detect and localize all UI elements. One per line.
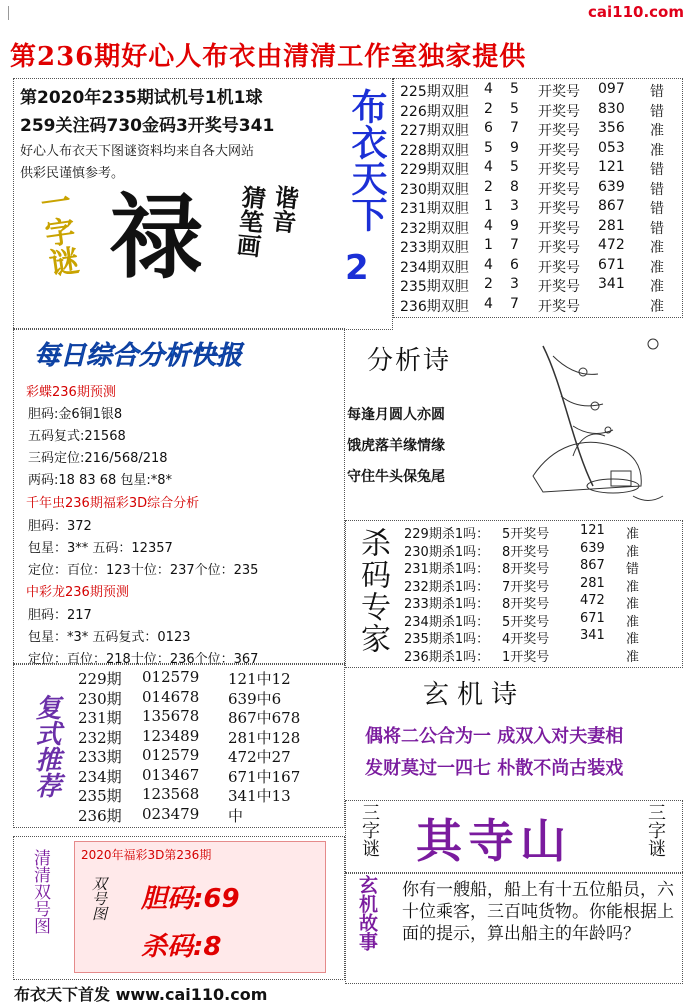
result-period: 228期双胆 — [400, 142, 469, 159]
result-a: 1 — [484, 237, 493, 253]
mystery-story-panel — [345, 872, 683, 984]
poem-line-1: 每逢月圆人亦圆 — [347, 407, 445, 423]
result-status: 错 — [650, 162, 664, 178]
compound-p: 232期 — [78, 728, 122, 747]
result-num: 472 — [598, 237, 625, 253]
mystery-story-text: 你有一艘船，船上有十五位船员，六十位乘客，三百吨货物。你能根据上面的提示，算出船主的年龄吗？ — [402, 880, 674, 944]
double-number-card — [74, 841, 326, 973]
kill-code: 杀码:8 — [141, 932, 222, 962]
section-1-line-4: 两码:18 83 68 包星:*8* — [28, 473, 173, 488]
result-period: 226期双胆 — [400, 103, 469, 120]
result-label: 开奖号 — [538, 220, 580, 237]
kill-code-n: 8开奖号 — [502, 544, 550, 560]
kill-code-s: 准 — [626, 527, 640, 542]
section-1-line-1: 胆码:金6铜1银8 — [28, 407, 123, 422]
compound-p: 231期 — [78, 709, 122, 727]
page-title: 第236期好心人布衣由清清工作室独家提供 — [10, 42, 527, 72]
result-period: 233期双胆 — [400, 240, 469, 256]
section-3-line-1: 胆码：217 — [28, 608, 92, 623]
double-dan-results — [393, 78, 683, 318]
double-number-chart-label: 清清双号图 — [30, 849, 50, 934]
focus-code-line: 259关注码730金码3开奖号341 — [20, 116, 275, 136]
kill-code-p: 233期杀1吗： — [404, 597, 490, 612]
section-1-title: 彩蝶236期预测 — [26, 385, 116, 400]
compound-p: 235期 — [78, 787, 122, 805]
site-logo[interactable]: cai110.com — [588, 3, 684, 21]
result-a: 4 — [484, 81, 493, 97]
kill-code-s: 准 — [626, 649, 640, 665]
result-b: 9 — [510, 217, 519, 234]
kill-code-expert-title: 杀码专家 — [355, 527, 390, 655]
result-label: 开奖号 — [538, 259, 580, 276]
compound-c: 023479 — [142, 804, 200, 823]
result-label: 开奖号 — [538, 298, 580, 315]
compound-recommendation-title: 复式推荐 — [31, 694, 61, 798]
result-a: 4 — [484, 217, 493, 234]
result-a: 4 — [484, 295, 493, 312]
kill-code-p: 232期杀1吗： — [404, 579, 490, 595]
result-b: 8 — [510, 178, 519, 195]
compound-c: 013467 — [142, 765, 200, 784]
kill-code-p: 236期杀1吗： — [404, 649, 490, 665]
result-status: 错 — [650, 181, 664, 198]
kill-code-n: 5开奖号 — [502, 527, 550, 542]
disclaimer-line-2: 供彩民谨慎参考。 — [20, 166, 125, 181]
kill-code-v: 671 — [580, 610, 605, 626]
result-num: 356 — [598, 120, 625, 136]
result-period: 227期双胆 — [400, 123, 469, 139]
compound-r: 472中27 — [228, 748, 291, 766]
kill-code-n: 1开奖号 — [502, 649, 550, 665]
result-period: 235期双胆 — [400, 279, 469, 295]
compound-c: 123489 — [142, 726, 200, 745]
kill-code-p: 231期杀1吗： — [404, 562, 490, 577]
kill-code-expert-panel — [345, 520, 683, 668]
kill-code-v: 281 — [580, 575, 605, 591]
result-status: 准 — [650, 142, 664, 159]
result-label: 开奖号 — [538, 181, 580, 198]
three-char-riddle-text: 其寺山 — [416, 814, 572, 868]
compound-p: 230期 — [78, 689, 122, 708]
result-num: 053 — [598, 139, 625, 156]
result-period: 231期双胆 — [400, 201, 469, 217]
result-status: 错 — [650, 220, 664, 237]
kill-code-v: 121 — [580, 523, 605, 538]
one-character-riddle-label: 一字谜 — [32, 184, 81, 279]
kill-code-s: 准 — [626, 544, 640, 560]
kill-code-v: 472 — [580, 593, 605, 608]
compound-r: 中 — [228, 806, 244, 825]
result-a: 4 — [484, 159, 493, 175]
result-b: 3 — [510, 276, 519, 292]
result-period: 230期双胆 — [400, 181, 469, 198]
section-2-line-2: 包星：3** 五码：12357 — [28, 541, 173, 556]
result-period: 225期双胆 — [400, 84, 469, 100]
kill-code-n: 8开奖号 — [502, 562, 550, 577]
result-num: 639 — [598, 178, 625, 195]
result-status: 准 — [650, 279, 664, 295]
compound-r: 867中678 — [228, 709, 301, 727]
rabbit-sketch-illustration — [513, 326, 679, 516]
kill-code-n: 8开奖号 — [502, 597, 550, 612]
result-label: 开奖号 — [538, 279, 580, 295]
result-b: 7 — [510, 237, 519, 253]
compound-c: 123568 — [142, 785, 200, 803]
kill-code-s: 准 — [626, 632, 640, 647]
kill-code-s: 准 — [626, 579, 640, 595]
result-period: 232期双胆 — [400, 220, 469, 237]
section-3-title: 中彩龙236期预测 — [26, 585, 129, 600]
result-a: 5 — [484, 139, 493, 156]
result-a: 2 — [484, 178, 493, 195]
riddle-hint: 谐音 猜笔画 — [231, 183, 300, 259]
buyi-tianxia-logo: 布衣天下 2 — [345, 88, 387, 288]
double-number-chart-panel — [13, 836, 345, 980]
result-period: 229期双胆 — [400, 162, 469, 178]
result-a: 2 — [484, 100, 493, 117]
compound-r: 639中6 — [228, 689, 282, 708]
compound-c: 014678 — [142, 687, 200, 706]
footer: 布衣天下首发 www.cai110.com — [14, 985, 268, 1004]
section-1-line-2: 五码复式:21568 — [28, 429, 126, 444]
result-b: 6 — [510, 256, 519, 273]
result-b: 5 — [510, 159, 519, 175]
double-number-card-side: 双号图 — [90, 876, 108, 921]
compound-p: 236期 — [78, 806, 122, 825]
section-2-line-3: 定位：百位：123十位：237个位：235 — [28, 563, 259, 578]
result-label: 开奖号 — [538, 123, 580, 139]
result-a: 4 — [484, 256, 493, 273]
three-char-riddle-label-left: 三字谜 — [359, 803, 380, 857]
analysis-poem-panel — [345, 320, 681, 520]
result-b: 7 — [510, 120, 519, 136]
compound-r: 341中13 — [228, 787, 291, 805]
section-2-title: 千年虫236期福彩3D综合分析 — [26, 496, 200, 511]
mystery-poem-title: 玄机诗 — [423, 680, 526, 710]
result-num: 281 — [598, 217, 625, 234]
result-status: 准 — [650, 298, 664, 315]
kill-code-v: 639 — [580, 540, 605, 556]
result-num: 341 — [598, 276, 625, 292]
result-period: 234期双胆 — [400, 259, 469, 276]
result-num: 867 — [598, 198, 625, 214]
result-num: 830 — [598, 100, 625, 117]
mystery-poem-line-1: 偶将二公合为一 成双入对夫妻相 — [365, 726, 624, 747]
result-a: 1 — [484, 198, 493, 214]
result-b: 7 — [510, 295, 519, 312]
analysis-poem-title: 分析诗 — [367, 346, 452, 376]
compound-p: 229期 — [78, 670, 122, 688]
result-label: 开奖号 — [538, 240, 580, 256]
kill-code-n: 5开奖号 — [502, 614, 550, 630]
result-status: 准 — [650, 259, 664, 276]
three-char-riddle-panel — [345, 800, 683, 874]
section-1-line-3: 三码定位:216/568/218 — [28, 451, 168, 466]
kill-code-v: 341 — [580, 628, 605, 643]
compound-recommendation-panel — [13, 663, 345, 828]
compound-r: 671中167 — [228, 767, 301, 786]
result-status: 错 — [650, 84, 664, 100]
mystery-poem-panel — [345, 670, 681, 800]
result-b: 5 — [510, 100, 519, 117]
result-label: 开奖号 — [538, 201, 580, 217]
result-a: 2 — [484, 276, 493, 292]
kill-code-n: 4开奖号 — [502, 632, 550, 647]
result-period: 236期双胆 — [400, 298, 469, 315]
result-status: 错 — [650, 103, 664, 120]
result-num: 671 — [598, 256, 625, 273]
kill-code-n: 7开奖号 — [502, 579, 550, 595]
result-status: 错 — [650, 201, 664, 217]
daily-analysis-panel — [13, 328, 345, 665]
poem-line-3: 守住牛头保兔尾 — [347, 469, 445, 485]
compound-p: 234期 — [78, 767, 122, 786]
mystery-story-label: 玄机故事 — [356, 875, 378, 951]
mystery-poem-line-2: 发财莫过一四七 朴散不尚古装戏 — [365, 758, 624, 779]
daily-analysis-title: 每日综合分析快报 — [34, 341, 243, 371]
compound-r: 121中12 — [228, 670, 291, 688]
result-status: 准 — [650, 123, 664, 139]
result-a: 6 — [484, 120, 493, 136]
compound-p: 233期 — [78, 748, 122, 766]
poem-line-2: 饿虎落羊缘情缘 — [347, 438, 445, 454]
compound-c: 012579 — [142, 746, 200, 764]
dan-code: 胆码:69 — [141, 884, 240, 914]
corner-mark — [8, 6, 9, 20]
result-b: 3 — [510, 198, 519, 214]
result-label: 开奖号 — [538, 142, 580, 159]
double-number-card-title: 2020年福彩3D第236期 — [81, 848, 212, 862]
compound-r: 281中128 — [228, 728, 301, 747]
riddle-character: 禄 — [110, 183, 203, 291]
kill-code-s: 准 — [626, 597, 640, 612]
compound-c: 012579 — [142, 668, 200, 686]
result-label: 开奖号 — [538, 84, 580, 100]
kill-code-p: 229期杀1吗： — [404, 527, 490, 542]
result-b: 9 — [510, 139, 519, 156]
disclaimer-line-1: 好心人布衣天下图谜资料均来自各大网站 — [20, 144, 255, 159]
trial-number-line: 第2020年235期试机号1机1球 — [20, 88, 263, 108]
section-2-line-1: 胆码：372 — [28, 519, 92, 534]
kill-code-p: 230期杀1吗： — [404, 544, 490, 560]
section-3-line-3: 定位：百位：218十位：236个位：367 — [28, 652, 259, 667]
kill-code-p: 235期杀1吗： — [404, 632, 490, 647]
kill-code-s: 错 — [626, 562, 640, 577]
result-num: 097 — [598, 81, 625, 97]
result-label: 开奖号 — [538, 162, 580, 178]
three-char-riddle-label-right: 三字谜 — [645, 803, 666, 857]
compound-c: 135678 — [142, 707, 200, 725]
result-num: 121 — [598, 159, 625, 175]
kill-code-p: 234期杀1吗： — [404, 614, 490, 630]
result-status: 准 — [650, 240, 664, 256]
section-3-line-2: 包星：*3* 五码复式：0123 — [28, 630, 191, 645]
result-label: 开奖号 — [538, 103, 580, 120]
kill-code-s: 准 — [626, 614, 640, 630]
result-b: 5 — [510, 81, 519, 97]
kill-code-v: 867 — [580, 558, 605, 573]
